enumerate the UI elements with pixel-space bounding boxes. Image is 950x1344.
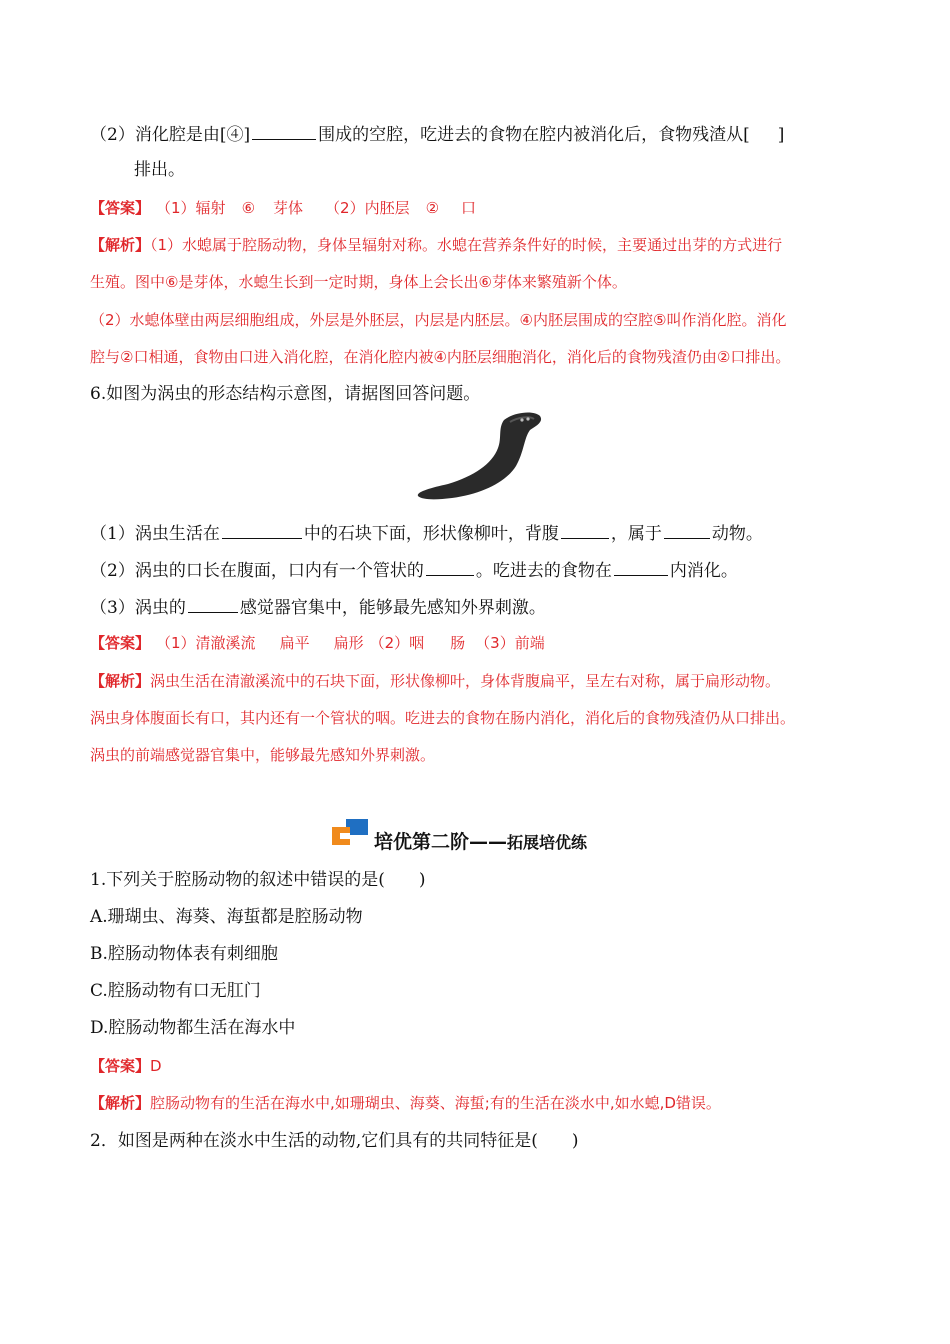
analysis-tag: 【解析】 bbox=[90, 236, 151, 254]
answer-item: （1）辐射 bbox=[156, 199, 226, 217]
fill-blank bbox=[188, 594, 238, 613]
section-title bbox=[374, 827, 587, 854]
s2-q1-option-d: D.腔肠动物都生活在海水中 bbox=[90, 1018, 296, 1038]
s2-q2-stem: 2．如图是两种在淡水中生活的动物,它们具有的共同特征是( ) bbox=[90, 1131, 579, 1151]
fill-blank bbox=[664, 520, 710, 539]
q5-part2-text: （2）消化腔是由[④] bbox=[90, 125, 251, 145]
q6-text: 。吃进去的食物在 bbox=[475, 561, 612, 581]
q6-text: （3）涡虫的 bbox=[90, 598, 186, 618]
answer-item: D bbox=[150, 1057, 162, 1075]
q6-text: 内消化。 bbox=[669, 561, 738, 581]
answer-item: （2）内胚层 bbox=[325, 199, 410, 217]
answer-item: 芽体 bbox=[273, 199, 304, 217]
q5-analysis-line: （2）水螅体壁由两层细胞组成，外层是外胚层，内层是内胚层。④内胚层围成的空腔⑤叫作消化腔。消化 bbox=[90, 311, 787, 329]
fill-blank bbox=[252, 121, 316, 140]
section-title-main: 培优第二阶—— bbox=[374, 831, 508, 853]
analysis-tag: 【解析】 bbox=[90, 672, 151, 690]
analysis-text: 腔肠动物有的生活在海水中,如珊瑚虫、海葵、海蜇;有的生活在淡水中,如水螅,D错误。 bbox=[150, 1094, 721, 1112]
answer-item: 口 bbox=[461, 199, 477, 217]
q5-analysis-line: 生殖。图中⑥是芽体，水螅生长到一定时期，身体上会长出⑥芽体来繁殖新个体。 bbox=[90, 273, 627, 291]
q6-text: （1）涡虫生活在 bbox=[90, 524, 220, 544]
q6-analysis-line: 涡虫身体腹面长有口，其内还有一个管状的咽。吃进去的食物在肠内消化，消化后的食物残渣仍从口排出。 bbox=[90, 709, 796, 727]
fill-blank bbox=[614, 557, 668, 576]
q6-text: 动物。 bbox=[711, 524, 763, 544]
answer-item: 扁形 bbox=[333, 634, 364, 652]
q6-stem: 6.如图为涡虫的形态结构示意图，请据图回答问题。 bbox=[90, 384, 481, 404]
q5-analysis-line bbox=[90, 233, 782, 257]
answer-item: 肠 bbox=[450, 634, 466, 652]
q5-answer-line bbox=[90, 196, 476, 220]
s2-q1-option-c: C.腔肠动物有口无肛门 bbox=[90, 981, 261, 1001]
answer-item: ② bbox=[425, 199, 440, 217]
q5-part2-line1 bbox=[90, 121, 784, 147]
analysis-tag: 【解析】 bbox=[90, 1094, 151, 1112]
q6-part1 bbox=[90, 520, 763, 546]
q6-answer-line bbox=[90, 631, 545, 655]
s2-q1-option-a: A.珊瑚虫、海葵、海蜇都是腔肠动物 bbox=[90, 907, 363, 927]
q6-text: 感觉器官集中，能够最先感知外界刺激。 bbox=[239, 598, 546, 618]
q6-text: （2）涡虫的口长在腹面，口内有一个管状的 bbox=[90, 561, 424, 581]
flatworm-figure bbox=[412, 408, 552, 504]
section-blocks-icon bbox=[330, 817, 370, 853]
answer-tag: 【答案】 bbox=[90, 634, 151, 652]
fill-blank bbox=[561, 520, 609, 539]
answer-tag: 【答案】 bbox=[90, 1057, 151, 1075]
q6-text: ，属于 bbox=[610, 524, 662, 544]
fill-blank bbox=[222, 520, 302, 539]
s2-q1-stem: 1.下列关于腔肠动物的叙述中错误的是( ) bbox=[90, 870, 426, 890]
s2-q1-answer-line bbox=[90, 1054, 162, 1078]
q6-text: 中的石块下面，形状像柳叶，背腹 bbox=[303, 524, 559, 544]
q6-part2 bbox=[90, 557, 738, 583]
answer-item: ⑥ bbox=[241, 199, 256, 217]
q5-analysis-line: 腔与②口相通，食物由口进入消化腔，在消化腔内被④内胚层细胞消化，消化后的食物残渣仍由②口排出。 bbox=[90, 348, 791, 366]
answer-tag: 【答案】 bbox=[90, 199, 151, 217]
q6-part3 bbox=[90, 594, 546, 620]
answer-item: 扁平 bbox=[279, 634, 310, 652]
q6-analysis-line: 涡虫的前端感觉器官集中，能够最先感知外界刺激。 bbox=[90, 746, 436, 764]
analysis-text: （1）水螅属于腔肠动物，身体呈辐射对称。水螅在营养条件好的时候，主要通过出芽的方式进行 bbox=[150, 236, 783, 254]
answer-item: （3）前端 bbox=[475, 634, 545, 652]
q5-part2-text: 围成的空腔，吃进去的食物在腔内被消化后，食物残渣从[ bbox=[318, 125, 750, 145]
answer-item: （1）清澈溪流 bbox=[156, 634, 256, 652]
section-header bbox=[330, 815, 650, 855]
q5-part2-text: ] bbox=[777, 125, 785, 145]
fill-blank bbox=[426, 557, 474, 576]
q6-analysis-line bbox=[90, 669, 780, 693]
q5-part2-line2: 排出。 bbox=[134, 160, 185, 180]
s2-q1-option-b: B.腔肠动物体表有刺细胞 bbox=[90, 944, 278, 964]
section-title-sub: 拓展培优练 bbox=[507, 833, 588, 852]
analysis-text: 涡虫生活在清澈溪流中的石块下面，形状像柳叶，身体背腹扁平，呈左右对称，属于扁形动物。 bbox=[150, 672, 781, 690]
answer-item: （2）咽 bbox=[369, 634, 425, 652]
s2-q1-analysis-line bbox=[90, 1091, 721, 1115]
